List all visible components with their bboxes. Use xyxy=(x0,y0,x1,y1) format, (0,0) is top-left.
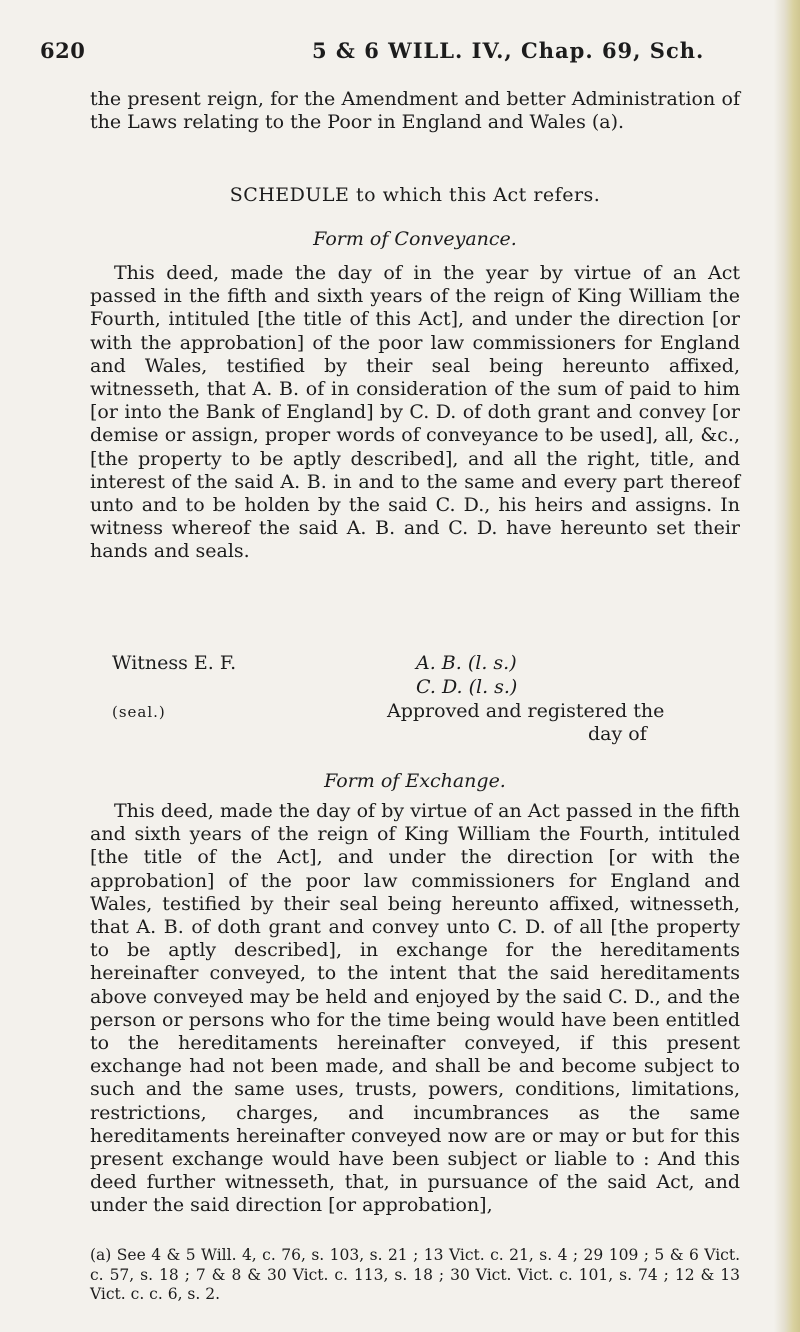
witness-line: Witness E. F. xyxy=(112,652,237,674)
running-head: 5 & 6 WILL. IV., Chap. 69, Sch. xyxy=(312,38,705,63)
seal-mark: (seal.) xyxy=(112,703,166,721)
page-number: 620 xyxy=(40,38,86,63)
form-of-conveyance-title: Form of Conveyance. xyxy=(313,228,517,250)
page-edge-shadow xyxy=(774,0,800,1332)
party-cd-signature: C. D. (l. s.) xyxy=(416,676,518,698)
signature-block xyxy=(90,652,740,768)
intro-paragraph xyxy=(90,88,740,134)
exchange-body xyxy=(90,800,740,1218)
conveyance-body xyxy=(90,262,740,564)
schedule-heading: SCHEDULE to which this Act refers. xyxy=(229,184,601,206)
conveyance-text: This deed, made the day of in the year by virtue of an Act passed in the fifth and sixth years of the reign of King William the Fourth, intituled [the title of this Act], and under the direction [or with the approbation] of the poor law commissioners for England and Wales, testified by their seal being hereunto affixed, witnesseth, that A. B. of in consideration of the sum of paid to him [or into the Bank of England] by C. D. of doth grant and convey [or demise or assign, proper words of conveyance to be used], all, &c., [the property to be aptly described], and all the right, title, and interest of the said A. B. in and to the same and every part thereof unto and to be holden by the said C. D., his heirs and assigns. In witness whereof the said A. B. and C. D. have hereunto set their hands and seals. xyxy=(90,262,740,563)
party-ab-signature: A. B. (l. s.) xyxy=(416,652,517,674)
approved-line-2: day of xyxy=(588,723,647,745)
form-of-exchange-title: Form of Exchange. xyxy=(324,770,506,792)
exchange-text: This deed, made the day of by virtue of an Act passed in the fifth and sixth years of the reign of King William the Fourth, intituled [the title of the Act], and under the direction [or with the approbation] of the poor law commissioners for England and Wales, testified by their seal being hereunto affixed, witnesseth, that A. B. of doth grant and convey unto C. D. of all [the property to be aptly described], in exchange for the hereditaments hereinafter conveyed, to the intent that the said hereditaments above conveyed may be held and enjoyed by the said C. D., and the person or persons who for the time being would have been entitled to the hereditaments hereinafter conveyed, if this present exchange had not been made, and shall be and become subject to such and the same uses, trusts, powers, conditions, limitations, restrictions, charges, and incumbrances as the same hereditaments hereinafter conveyed now are or may or but for this present exchange would have been subject or liable to : And this deed further witnesseth, that, in pursuance of the said Act, and under the said direction [or approbation], xyxy=(90,800,740,1217)
page-header xyxy=(40,38,770,68)
approved-line-1: Approved and registered the xyxy=(387,700,665,722)
intro-text: the present reign, for the Amendment and better Administration of the Laws relating to the Poor in England and Wales (a). xyxy=(90,88,740,134)
footnote-text: (a) See 4 & 5 Will. 4, c. 76, s. 103, s. 21 ; 13 Vict. c. 21, s. 4 ; 29 109 ; 5 & 6 Vict. c. 57, s. 18 ; 7 & 8 & 30 Vict. c. 113, s. 18 ; 30 Vict. Vict. c. 101, s. 74 ; 12 & 13 Vict. c. c. 6, s. 2. xyxy=(90,1246,740,1303)
footnote xyxy=(90,1246,740,1305)
